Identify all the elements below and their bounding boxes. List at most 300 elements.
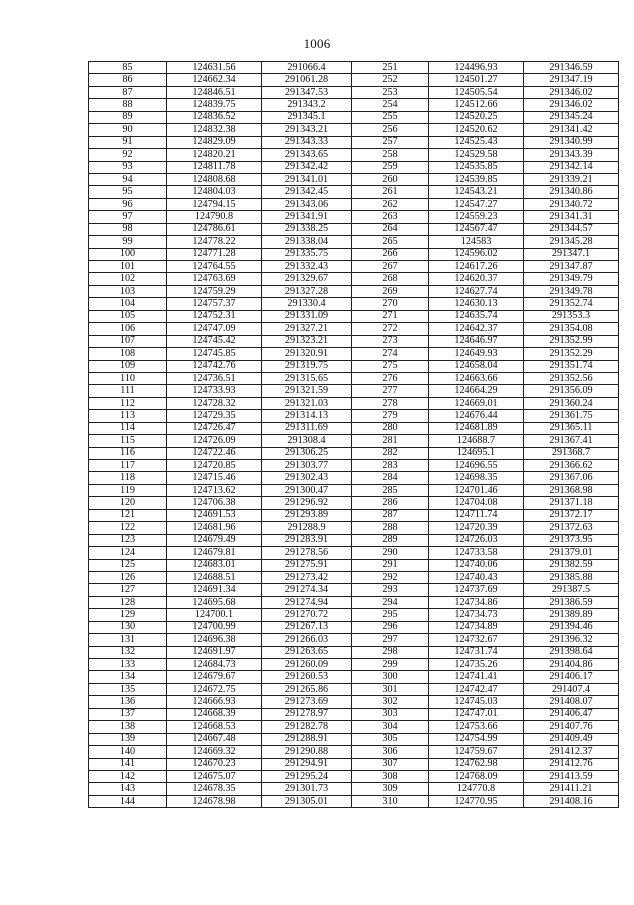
x-coordinate-cell: 124722.46 — [167, 447, 262, 459]
y-coordinate-cell: 291342.42 — [262, 161, 352, 173]
point-number-cell: 273 — [352, 335, 429, 347]
x-coordinate-cell: 124512.66 — [429, 99, 524, 111]
table-row — [89, 149, 619, 161]
x-coordinate-cell: 124658.04 — [429, 360, 524, 372]
x-coordinate-cell: 124691.34 — [167, 584, 262, 596]
x-coordinate-cell: 124820.21 — [167, 149, 262, 161]
y-coordinate-cell: 291407.76 — [524, 721, 619, 733]
y-coordinate-cell: 291396.32 — [524, 634, 619, 646]
table-row — [89, 497, 619, 509]
y-coordinate-cell: 291372.63 — [524, 522, 619, 534]
y-coordinate-cell: 291283.91 — [262, 534, 352, 546]
y-coordinate-cell: 291413.59 — [524, 770, 619, 782]
y-coordinate-cell: 291330.4 — [262, 298, 352, 310]
x-coordinate-cell: 124596.02 — [429, 248, 524, 260]
y-coordinate-cell: 291406.17 — [524, 671, 619, 683]
x-coordinate-cell: 124794.15 — [167, 198, 262, 210]
x-coordinate-cell: 124720.85 — [167, 460, 262, 472]
point-number-cell: 251 — [352, 62, 429, 74]
y-coordinate-cell: 291290.88 — [262, 746, 352, 758]
point-number-cell: 130 — [89, 621, 167, 633]
table-row — [89, 385, 619, 397]
y-coordinate-cell: 291332.43 — [262, 261, 352, 273]
y-coordinate-cell: 291408.16 — [524, 795, 619, 807]
x-coordinate-cell: 124681.89 — [429, 422, 524, 434]
x-coordinate-cell: 124839.75 — [167, 99, 262, 111]
table-row — [89, 659, 619, 671]
y-coordinate-cell: 291296.92 — [262, 497, 352, 509]
point-number-cell: 136 — [89, 696, 167, 708]
x-coordinate-cell: 124664.29 — [429, 385, 524, 397]
x-coordinate-cell: 124732.67 — [429, 634, 524, 646]
y-coordinate-cell: 291351.74 — [524, 360, 619, 372]
point-number-cell: 301 — [352, 683, 429, 695]
y-coordinate-cell: 291275.91 — [262, 559, 352, 571]
y-coordinate-cell: 291274.94 — [262, 596, 352, 608]
point-number-cell: 264 — [352, 223, 429, 235]
y-coordinate-cell: 291319.75 — [262, 360, 352, 372]
point-number-cell: 304 — [352, 721, 429, 733]
point-number-cell: 114 — [89, 422, 167, 434]
table-row — [89, 86, 619, 98]
y-coordinate-cell: 291340.99 — [524, 136, 619, 148]
table-row — [89, 733, 619, 745]
point-number-cell: 309 — [352, 783, 429, 795]
y-coordinate-cell: 291339.21 — [524, 173, 619, 185]
x-coordinate-cell: 124736.51 — [167, 372, 262, 384]
y-coordinate-cell: 291303.77 — [262, 460, 352, 472]
y-coordinate-cell: 291346.02 — [524, 86, 619, 98]
x-coordinate-cell: 124829.09 — [167, 136, 262, 148]
point-number-cell: 305 — [352, 733, 429, 745]
point-number-cell: 293 — [352, 584, 429, 596]
point-number-cell: 104 — [89, 298, 167, 310]
x-coordinate-cell: 124747.01 — [429, 708, 524, 720]
y-coordinate-cell: 291412.76 — [524, 758, 619, 770]
table-row — [89, 671, 619, 683]
point-number-cell: 263 — [352, 211, 429, 223]
point-number-cell: 144 — [89, 795, 167, 807]
point-number-cell: 101 — [89, 261, 167, 273]
point-number-cell: 87 — [89, 86, 167, 98]
point-number-cell: 128 — [89, 596, 167, 608]
y-coordinate-cell: 291346.59 — [524, 62, 619, 74]
x-coordinate-cell: 124631.56 — [167, 62, 262, 74]
table-row — [89, 198, 619, 210]
table-row — [89, 397, 619, 409]
y-coordinate-cell: 291404.86 — [524, 659, 619, 671]
point-number-cell: 278 — [352, 397, 429, 409]
point-number-cell: 95 — [89, 186, 167, 198]
x-coordinate-cell: 124726.47 — [167, 422, 262, 434]
point-number-cell: 126 — [89, 571, 167, 583]
y-coordinate-cell: 291343.06 — [262, 198, 352, 210]
point-number-cell: 143 — [89, 783, 167, 795]
y-coordinate-cell: 291373.95 — [524, 534, 619, 546]
y-coordinate-cell: 291274.34 — [262, 584, 352, 596]
x-coordinate-cell: 124669.32 — [167, 746, 262, 758]
x-coordinate-cell: 124728.32 — [167, 397, 262, 409]
point-number-cell: 285 — [352, 484, 429, 496]
point-number-cell: 255 — [352, 111, 429, 123]
y-coordinate-cell: 291367.06 — [524, 472, 619, 484]
point-number-cell: 302 — [352, 696, 429, 708]
x-coordinate-cell: 124529.58 — [429, 149, 524, 161]
x-coordinate-cell: 124667.48 — [167, 733, 262, 745]
y-coordinate-cell: 291288.9 — [262, 522, 352, 534]
table-row — [89, 273, 619, 285]
point-number-cell: 96 — [89, 198, 167, 210]
page-number: 1006 — [303, 36, 331, 51]
point-number-cell: 288 — [352, 522, 429, 534]
x-coordinate-cell: 124701.46 — [429, 484, 524, 496]
y-coordinate-cell: 291398.64 — [524, 646, 619, 658]
y-coordinate-cell: 291367.41 — [524, 435, 619, 447]
point-number-cell: 300 — [352, 671, 429, 683]
y-coordinate-cell: 291315.65 — [262, 372, 352, 384]
x-coordinate-cell: 124790.8 — [167, 211, 262, 223]
table-row — [89, 708, 619, 720]
y-coordinate-cell: 291360.24 — [524, 397, 619, 409]
y-coordinate-cell: 291361.75 — [524, 410, 619, 422]
x-coordinate-cell: 124759.29 — [167, 285, 262, 297]
point-number-cell: 252 — [352, 74, 429, 86]
y-coordinate-cell: 291306.25 — [262, 447, 352, 459]
point-number-cell: 259 — [352, 161, 429, 173]
table-row — [89, 136, 619, 148]
table-row — [89, 74, 619, 86]
point-number-cell: 257 — [352, 136, 429, 148]
x-coordinate-cell: 124496.93 — [429, 62, 524, 74]
y-coordinate-cell: 291278.56 — [262, 547, 352, 559]
y-coordinate-cell: 291347.53 — [262, 86, 352, 98]
x-coordinate-cell: 124670.23 — [167, 758, 262, 770]
table-row — [89, 348, 619, 360]
x-coordinate-cell: 124745.42 — [167, 335, 262, 347]
point-number-cell: 123 — [89, 534, 167, 546]
point-number-cell: 268 — [352, 273, 429, 285]
point-number-cell: 111 — [89, 385, 167, 397]
point-number-cell: 109 — [89, 360, 167, 372]
x-coordinate-cell: 124726.03 — [429, 534, 524, 546]
x-coordinate-cell: 124520.62 — [429, 124, 524, 136]
x-coordinate-cell: 124747.09 — [167, 323, 262, 335]
y-coordinate-cell: 291302.43 — [262, 472, 352, 484]
y-coordinate-cell: 291260.09 — [262, 659, 352, 671]
table-row — [89, 559, 619, 571]
y-coordinate-cell: 291349.78 — [524, 285, 619, 297]
x-coordinate-cell: 124706.38 — [167, 497, 262, 509]
point-number-cell: 274 — [352, 348, 429, 360]
y-coordinate-cell: 291273.69 — [262, 696, 352, 708]
x-coordinate-cell: 124711.74 — [429, 509, 524, 521]
y-coordinate-cell: 291320.91 — [262, 348, 352, 360]
table-row — [89, 223, 619, 235]
point-number-cell: 103 — [89, 285, 167, 297]
point-number-cell: 93 — [89, 161, 167, 173]
x-coordinate-cell: 124764.55 — [167, 261, 262, 273]
y-coordinate-cell: 291311.69 — [262, 422, 352, 434]
y-coordinate-cell: 291342.14 — [524, 161, 619, 173]
y-coordinate-cell: 291308.4 — [262, 435, 352, 447]
x-coordinate-cell: 124770.95 — [429, 795, 524, 807]
y-coordinate-cell: 291345.1 — [262, 111, 352, 123]
table-row — [89, 472, 619, 484]
x-coordinate-cell: 124547.27 — [429, 198, 524, 210]
y-coordinate-cell: 291340.86 — [524, 186, 619, 198]
x-coordinate-cell: 124731.74 — [429, 646, 524, 658]
y-coordinate-cell: 291385.88 — [524, 571, 619, 583]
y-coordinate-cell: 291344.57 — [524, 223, 619, 235]
x-coordinate-cell: 124666.93 — [167, 696, 262, 708]
point-number-cell: 138 — [89, 721, 167, 733]
x-coordinate-cell: 124733.58 — [429, 547, 524, 559]
x-coordinate-cell: 124698.35 — [429, 472, 524, 484]
table-row — [89, 795, 619, 807]
point-number-cell: 97 — [89, 211, 167, 223]
y-coordinate-cell: 291347.87 — [524, 261, 619, 273]
point-number-cell: 303 — [352, 708, 429, 720]
table-row — [89, 547, 619, 559]
point-number-cell: 254 — [352, 99, 429, 111]
x-coordinate-cell: 124846.51 — [167, 86, 262, 98]
table-row — [89, 335, 619, 347]
point-number-cell: 292 — [352, 571, 429, 583]
point-number-cell: 141 — [89, 758, 167, 770]
table-row — [89, 770, 619, 782]
point-number-cell: 310 — [352, 795, 429, 807]
table-row — [89, 360, 619, 372]
point-number-cell: 307 — [352, 758, 429, 770]
y-coordinate-cell: 291353.3 — [524, 310, 619, 322]
table-row — [89, 634, 619, 646]
y-coordinate-cell: 291366.62 — [524, 460, 619, 472]
x-coordinate-cell: 124678.35 — [167, 783, 262, 795]
y-coordinate-cell: 291294.91 — [262, 758, 352, 770]
point-number-cell: 129 — [89, 609, 167, 621]
table-row — [89, 621, 619, 633]
y-coordinate-cell: 291338.04 — [262, 236, 352, 248]
y-coordinate-cell: 291270.72 — [262, 609, 352, 621]
x-coordinate-cell: 124752.31 — [167, 310, 262, 322]
y-coordinate-cell: 291273.42 — [262, 571, 352, 583]
x-coordinate-cell: 124567.47 — [429, 223, 524, 235]
x-coordinate-cell: 124729.35 — [167, 410, 262, 422]
y-coordinate-cell: 291371.18 — [524, 497, 619, 509]
point-number-cell: 135 — [89, 683, 167, 695]
x-coordinate-cell: 124804.03 — [167, 186, 262, 198]
x-coordinate-cell: 124704.08 — [429, 497, 524, 509]
table-row — [89, 783, 619, 795]
point-number-cell: 112 — [89, 397, 167, 409]
y-coordinate-cell: 291338.25 — [262, 223, 352, 235]
point-number-cell: 88 — [89, 99, 167, 111]
point-number-cell: 284 — [352, 472, 429, 484]
point-number-cell: 89 — [89, 111, 167, 123]
point-number-cell: 271 — [352, 310, 429, 322]
x-coordinate-cell: 124559.23 — [429, 211, 524, 223]
point-number-cell: 276 — [352, 372, 429, 384]
x-coordinate-cell: 124832.38 — [167, 124, 262, 136]
y-coordinate-cell: 291342.45 — [262, 186, 352, 198]
table-row — [89, 484, 619, 496]
x-coordinate-cell: 124668.39 — [167, 708, 262, 720]
point-number-cell: 289 — [352, 534, 429, 546]
point-number-cell: 99 — [89, 236, 167, 248]
table-row — [89, 236, 619, 248]
x-coordinate-cell: 124836.52 — [167, 111, 262, 123]
point-number-cell: 137 — [89, 708, 167, 720]
table-row — [89, 721, 619, 733]
x-coordinate-cell: 124679.81 — [167, 547, 262, 559]
y-coordinate-cell: 291301.73 — [262, 783, 352, 795]
y-coordinate-cell: 291263.65 — [262, 646, 352, 658]
point-number-cell: 98 — [89, 223, 167, 235]
y-coordinate-cell: 291341.01 — [262, 173, 352, 185]
x-coordinate-cell: 124757.37 — [167, 298, 262, 310]
x-coordinate-cell: 124691.97 — [167, 646, 262, 658]
point-number-cell: 91 — [89, 136, 167, 148]
y-coordinate-cell: 291331.09 — [262, 310, 352, 322]
y-coordinate-cell: 291343.65 — [262, 149, 352, 161]
point-number-cell: 258 — [352, 149, 429, 161]
table-row — [89, 99, 619, 111]
point-number-cell: 118 — [89, 472, 167, 484]
x-coordinate-cell: 124720.39 — [429, 522, 524, 534]
x-coordinate-cell: 124733.93 — [167, 385, 262, 397]
table-row — [89, 111, 619, 123]
point-number-cell: 120 — [89, 497, 167, 509]
point-number-cell: 272 — [352, 323, 429, 335]
y-coordinate-cell: 291387.5 — [524, 584, 619, 596]
point-number-cell: 286 — [352, 497, 429, 509]
y-coordinate-cell: 291323.21 — [262, 335, 352, 347]
y-coordinate-cell: 291329.67 — [262, 273, 352, 285]
point-number-cell: 117 — [89, 460, 167, 472]
y-coordinate-cell: 291354.08 — [524, 323, 619, 335]
point-number-cell: 277 — [352, 385, 429, 397]
y-coordinate-cell: 291341.42 — [524, 124, 619, 136]
y-coordinate-cell: 291343.33 — [262, 136, 352, 148]
x-coordinate-cell: 124683.01 — [167, 559, 262, 571]
point-number-cell: 121 — [89, 509, 167, 521]
point-number-cell: 306 — [352, 746, 429, 758]
point-number-cell: 297 — [352, 634, 429, 646]
y-coordinate-cell: 291345.28 — [524, 236, 619, 248]
table-row — [89, 435, 619, 447]
x-coordinate-cell: 124617.26 — [429, 261, 524, 273]
x-coordinate-cell: 124745.03 — [429, 696, 524, 708]
point-number-cell: 280 — [352, 422, 429, 434]
y-coordinate-cell: 291266.03 — [262, 634, 352, 646]
x-coordinate-cell: 124740.43 — [429, 571, 524, 583]
x-coordinate-cell: 124679.67 — [167, 671, 262, 683]
y-coordinate-cell: 291293.89 — [262, 509, 352, 521]
x-coordinate-cell: 124669.01 — [429, 397, 524, 409]
table-row — [89, 534, 619, 546]
point-number-cell: 122 — [89, 522, 167, 534]
point-number-cell: 116 — [89, 447, 167, 459]
x-coordinate-cell: 124770.8 — [429, 783, 524, 795]
y-coordinate-cell: 291061.28 — [262, 74, 352, 86]
y-coordinate-cell: 291265.86 — [262, 683, 352, 695]
y-coordinate-cell: 291352.29 — [524, 348, 619, 360]
point-number-cell: 132 — [89, 646, 167, 658]
point-number-cell: 86 — [89, 74, 167, 86]
x-coordinate-cell: 124635.74 — [429, 310, 524, 322]
point-number-cell: 124 — [89, 547, 167, 559]
y-coordinate-cell: 291386.59 — [524, 596, 619, 608]
y-coordinate-cell: 291327.28 — [262, 285, 352, 297]
table-row — [89, 683, 619, 695]
y-coordinate-cell: 291295.24 — [262, 770, 352, 782]
x-coordinate-cell: 124672.75 — [167, 683, 262, 695]
point-number-cell: 133 — [89, 659, 167, 671]
point-number-cell: 253 — [352, 86, 429, 98]
table-row — [89, 211, 619, 223]
x-coordinate-cell: 124778.22 — [167, 236, 262, 248]
x-coordinate-cell: 124539.85 — [429, 173, 524, 185]
x-coordinate-cell: 124696.38 — [167, 634, 262, 646]
y-coordinate-cell: 291356.09 — [524, 385, 619, 397]
y-coordinate-cell: 291341.91 — [262, 211, 352, 223]
x-coordinate-cell: 124735.26 — [429, 659, 524, 671]
table-row — [89, 758, 619, 770]
point-number-cell: 94 — [89, 173, 167, 185]
x-coordinate-cell: 124740.06 — [429, 559, 524, 571]
x-coordinate-cell: 124734.89 — [429, 621, 524, 633]
table-row — [89, 460, 619, 472]
point-number-cell: 262 — [352, 198, 429, 210]
y-coordinate-cell: 291347.19 — [524, 74, 619, 86]
point-number-cell: 294 — [352, 596, 429, 608]
y-coordinate-cell: 291349.79 — [524, 273, 619, 285]
x-coordinate-cell: 124737.69 — [429, 584, 524, 596]
x-coordinate-cell: 124713.62 — [167, 484, 262, 496]
point-number-cell: 102 — [89, 273, 167, 285]
x-coordinate-cell: 124676.44 — [429, 410, 524, 422]
x-coordinate-cell: 124808.68 — [167, 173, 262, 185]
x-coordinate-cell: 124684.73 — [167, 659, 262, 671]
x-coordinate-cell: 124668.53 — [167, 721, 262, 733]
y-coordinate-cell: 291340.72 — [524, 198, 619, 210]
point-number-cell: 261 — [352, 186, 429, 198]
y-coordinate-cell: 291278.97 — [262, 708, 352, 720]
x-coordinate-cell: 124505.54 — [429, 86, 524, 98]
x-coordinate-cell: 124681.96 — [167, 522, 262, 534]
y-coordinate-cell: 291394.46 — [524, 621, 619, 633]
y-coordinate-cell: 291300.47 — [262, 484, 352, 496]
point-number-cell: 308 — [352, 770, 429, 782]
point-number-cell: 92 — [89, 149, 167, 161]
x-coordinate-cell: 124696.55 — [429, 460, 524, 472]
x-coordinate-cell: 124759.67 — [429, 746, 524, 758]
x-coordinate-cell: 124525.43 — [429, 136, 524, 148]
table-row — [89, 584, 619, 596]
y-coordinate-cell: 291352.74 — [524, 298, 619, 310]
y-coordinate-cell: 291066.4 — [262, 62, 352, 74]
x-coordinate-cell: 124678.98 — [167, 795, 262, 807]
x-coordinate-cell: 124734.73 — [429, 609, 524, 621]
y-coordinate-cell: 291382.59 — [524, 559, 619, 571]
table-row — [89, 696, 619, 708]
x-coordinate-cell: 124700.1 — [167, 609, 262, 621]
point-number-cell: 256 — [352, 124, 429, 136]
point-number-cell: 291 — [352, 559, 429, 571]
point-number-cell: 90 — [89, 124, 167, 136]
x-coordinate-cell: 124543.21 — [429, 186, 524, 198]
x-coordinate-cell: 124726.09 — [167, 435, 262, 447]
